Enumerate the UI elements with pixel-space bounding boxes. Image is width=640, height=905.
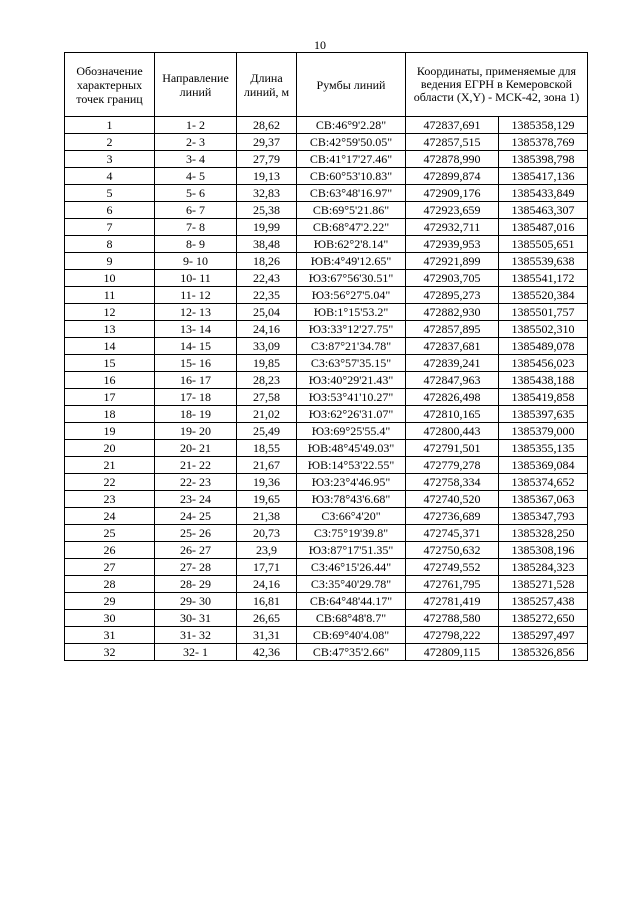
cell-x: 472740,520	[406, 491, 499, 508]
table-row	[65, 321, 588, 338]
boundary-points-table	[64, 52, 588, 661]
cell-point: 31	[65, 627, 155, 644]
cell-x: 472788,580	[406, 610, 499, 627]
cell-x: 472909,176	[406, 185, 499, 202]
table-row	[65, 236, 588, 253]
cell-point: 14	[65, 338, 155, 355]
cell-x: 472749,552	[406, 559, 499, 576]
table-row	[65, 287, 588, 304]
cell-x: 472939,953	[406, 236, 499, 253]
cell-bearing: СВ:64°48'44.17"	[297, 593, 406, 610]
table-row	[65, 219, 588, 236]
cell-bearing: ЮЗ:23°4'46.95"	[297, 474, 406, 491]
cell-x: 472857,895	[406, 321, 499, 338]
cell-point: 24	[65, 508, 155, 525]
cell-y: 1385539,638	[499, 253, 588, 270]
cell-y: 1385257,438	[499, 593, 588, 610]
cell-direction: 24- 25	[155, 508, 237, 525]
cell-bearing: СВ:46°9'2.28"	[297, 117, 406, 134]
cell-x: 472745,371	[406, 525, 499, 542]
cell-point: 6	[65, 202, 155, 219]
cell-point: 16	[65, 372, 155, 389]
cell-y: 1385487,016	[499, 219, 588, 236]
cell-point: 22	[65, 474, 155, 491]
cell-direction: 12- 13	[155, 304, 237, 321]
table-row	[65, 253, 588, 270]
cell-point: 25	[65, 525, 155, 542]
cell-direction: 29- 30	[155, 593, 237, 610]
cell-point: 20	[65, 440, 155, 457]
cell-bearing: СВ:68°48'8.7"	[297, 610, 406, 627]
cell-x: 472779,278	[406, 457, 499, 474]
cell-length: 22,43	[237, 270, 297, 287]
cell-x: 472758,334	[406, 474, 499, 491]
cell-y: 1385463,307	[499, 202, 588, 219]
cell-point: 9	[65, 253, 155, 270]
cell-direction: 9- 10	[155, 253, 237, 270]
cell-x: 472800,443	[406, 423, 499, 440]
cell-y: 1385355,135	[499, 440, 588, 457]
table-row	[65, 644, 588, 661]
cell-y: 1385326,856	[499, 644, 588, 661]
table-row	[65, 576, 588, 593]
table-row	[65, 525, 588, 542]
cell-x: 472899,874	[406, 168, 499, 185]
table-row	[65, 542, 588, 559]
cell-length: 18,55	[237, 440, 297, 457]
cell-point: 10	[65, 270, 155, 287]
cell-bearing: СВ:69°5'21.86"	[297, 202, 406, 219]
cell-x: 472798,222	[406, 627, 499, 644]
cell-length: 27,58	[237, 389, 297, 406]
cell-direction: 3- 4	[155, 151, 237, 168]
table-row	[65, 270, 588, 287]
cell-bearing: ЮЗ:53°41'10.27"	[297, 389, 406, 406]
cell-point: 7	[65, 219, 155, 236]
cell-bearing: ЮЗ:33°12'27.75"	[297, 321, 406, 338]
cell-x: 472791,501	[406, 440, 499, 457]
cell-direction: 23- 24	[155, 491, 237, 508]
cell-point: 3	[65, 151, 155, 168]
cell-bearing: СВ:60°53'10.83"	[297, 168, 406, 185]
cell-bearing: СВ:68°47'2.22"	[297, 219, 406, 236]
cell-length: 28,62	[237, 117, 297, 134]
cell-length: 19,36	[237, 474, 297, 491]
cell-bearing: СЗ:75°19'39.8"	[297, 525, 406, 542]
cell-x: 472882,930	[406, 304, 499, 321]
table-row	[65, 559, 588, 576]
table-row	[65, 440, 588, 457]
table-row	[65, 202, 588, 219]
cell-direction: 2- 3	[155, 134, 237, 151]
header-bearing: Румбы линий	[297, 53, 406, 117]
cell-direction: 19- 20	[155, 423, 237, 440]
cell-direction: 21- 22	[155, 457, 237, 474]
cell-bearing: СЗ:46°15'26.44"	[297, 559, 406, 576]
cell-bearing: ЮВ:62°2'8.14"	[297, 236, 406, 253]
cell-y: 1385369,084	[499, 457, 588, 474]
cell-length: 38,48	[237, 236, 297, 253]
cell-length: 25,04	[237, 304, 297, 321]
cell-direction: 27- 28	[155, 559, 237, 576]
cell-length: 24,16	[237, 321, 297, 338]
cell-point: 28	[65, 576, 155, 593]
cell-bearing: СВ:47°35'2.66"	[297, 644, 406, 661]
cell-point: 1	[65, 117, 155, 134]
cell-bearing: СЗ:66°4'20"	[297, 508, 406, 525]
cell-x: 472923,659	[406, 202, 499, 219]
cell-x: 472761,795	[406, 576, 499, 593]
cell-direction: 18- 19	[155, 406, 237, 423]
cell-bearing: ЮВ:4°49'12.65"	[297, 253, 406, 270]
cell-length: 32,83	[237, 185, 297, 202]
cell-direction: 8- 9	[155, 236, 237, 253]
cell-direction: 10- 11	[155, 270, 237, 287]
table-row	[65, 355, 588, 372]
cell-y: 1385358,129	[499, 117, 588, 134]
cell-bearing: ЮЗ:67°56'30.51"	[297, 270, 406, 287]
cell-bearing: СЗ:63°57'35.15"	[297, 355, 406, 372]
cell-point: 12	[65, 304, 155, 321]
header-direction: Направление линий	[155, 53, 237, 117]
cell-y: 1385505,651	[499, 236, 588, 253]
cell-y: 1385378,769	[499, 134, 588, 151]
cell-point: 27	[65, 559, 155, 576]
cell-x: 472895,273	[406, 287, 499, 304]
cell-bearing: ЮЗ:78°43'6.68"	[297, 491, 406, 508]
cell-x: 472810,165	[406, 406, 499, 423]
cell-point: 2	[65, 134, 155, 151]
cell-point: 15	[65, 355, 155, 372]
cell-y: 1385272,650	[499, 610, 588, 627]
cell-length: 19,13	[237, 168, 297, 185]
cell-bearing: ЮВ:14°53'22.55"	[297, 457, 406, 474]
cell-y: 1385541,172	[499, 270, 588, 287]
cell-length: 19,99	[237, 219, 297, 236]
cell-x: 472921,899	[406, 253, 499, 270]
cell-direction: 13- 14	[155, 321, 237, 338]
cell-direction: 17- 18	[155, 389, 237, 406]
cell-y: 1385284,323	[499, 559, 588, 576]
table-row	[65, 117, 588, 134]
cell-point: 17	[65, 389, 155, 406]
header-coordinates: Координаты, применяемые для ведения ЕГРН в Кемеровской области (X,Y) - МСК-42, зона 1)	[406, 53, 588, 117]
cell-direction: 30- 31	[155, 610, 237, 627]
cell-y: 1385398,798	[499, 151, 588, 168]
table-body	[65, 117, 588, 661]
cell-y: 1385520,384	[499, 287, 588, 304]
table-row	[65, 593, 588, 610]
cell-length: 23,9	[237, 542, 297, 559]
cell-length: 29,37	[237, 134, 297, 151]
cell-point: 19	[65, 423, 155, 440]
cell-point: 26	[65, 542, 155, 559]
table-row	[65, 168, 588, 185]
table-row	[65, 389, 588, 406]
cell-y: 1385433,849	[499, 185, 588, 202]
table-row	[65, 151, 588, 168]
cell-y: 1385397,635	[499, 406, 588, 423]
table-row	[65, 372, 588, 389]
cell-x: 472826,498	[406, 389, 499, 406]
table-row	[65, 474, 588, 491]
table-row	[65, 508, 588, 525]
cell-bearing: СЗ:35°40'29.78"	[297, 576, 406, 593]
cell-y: 1385328,250	[499, 525, 588, 542]
cell-length: 21,38	[237, 508, 297, 525]
cell-y: 1385438,188	[499, 372, 588, 389]
cell-length: 19,65	[237, 491, 297, 508]
cell-y: 1385379,000	[499, 423, 588, 440]
cell-y: 1385308,196	[499, 542, 588, 559]
table-row	[65, 610, 588, 627]
cell-length: 21,67	[237, 457, 297, 474]
cell-direction: 22- 23	[155, 474, 237, 491]
cell-direction: 25- 26	[155, 525, 237, 542]
page-number: 10	[314, 38, 326, 52]
cell-length: 21,02	[237, 406, 297, 423]
header-point: Обозначение характерных точек границ	[65, 53, 155, 117]
cell-bearing: ЮЗ:87°17'51.35"	[297, 542, 406, 559]
cell-length: 20,73	[237, 525, 297, 542]
cell-y: 1385456,023	[499, 355, 588, 372]
table-row	[65, 406, 588, 423]
table-row	[65, 457, 588, 474]
cell-y: 1385374,652	[499, 474, 588, 491]
cell-x: 472857,515	[406, 134, 499, 151]
cell-bearing: СВ:42°59'50.05"	[297, 134, 406, 151]
cell-point: 5	[65, 185, 155, 202]
cell-point: 21	[65, 457, 155, 474]
cell-x: 472837,681	[406, 338, 499, 355]
cell-y: 1385297,497	[499, 627, 588, 644]
cell-x: 472847,963	[406, 372, 499, 389]
table-row	[65, 491, 588, 508]
cell-length: 22,35	[237, 287, 297, 304]
cell-direction: 26- 27	[155, 542, 237, 559]
cell-x: 472736,689	[406, 508, 499, 525]
cell-direction: 15- 16	[155, 355, 237, 372]
cell-length: 25,38	[237, 202, 297, 219]
cell-x: 472903,705	[406, 270, 499, 287]
header-length: Длина линий, м	[237, 53, 297, 117]
cell-direction: 16- 17	[155, 372, 237, 389]
table-row	[65, 185, 588, 202]
cell-direction: 7- 8	[155, 219, 237, 236]
cell-length: 28,23	[237, 372, 297, 389]
cell-length: 17,71	[237, 559, 297, 576]
cell-bearing: ЮЗ:40°29'21.43"	[297, 372, 406, 389]
table-row	[65, 627, 588, 644]
table-row	[65, 134, 588, 151]
cell-y: 1385271,528	[499, 576, 588, 593]
cell-direction: 1- 2	[155, 117, 237, 134]
cell-direction: 5- 6	[155, 185, 237, 202]
cell-point: 18	[65, 406, 155, 423]
cell-point: 11	[65, 287, 155, 304]
cell-x: 472837,691	[406, 117, 499, 134]
cell-direction: 4- 5	[155, 168, 237, 185]
cell-point: 13	[65, 321, 155, 338]
cell-direction: 32- 1	[155, 644, 237, 661]
cell-point: 30	[65, 610, 155, 627]
cell-length: 18,26	[237, 253, 297, 270]
cell-y: 1385419,858	[499, 389, 588, 406]
cell-length: 25,49	[237, 423, 297, 440]
cell-x: 472839,241	[406, 355, 499, 372]
cell-bearing: ЮЗ:56°27'5.04"	[297, 287, 406, 304]
cell-y: 1385489,078	[499, 338, 588, 355]
table-row	[65, 338, 588, 355]
cell-bearing: СВ:63°48'16.97"	[297, 185, 406, 202]
cell-point: 8	[65, 236, 155, 253]
cell-bearing: СВ:69°40'4.08"	[297, 627, 406, 644]
cell-direction: 31- 32	[155, 627, 237, 644]
cell-y: 1385502,310	[499, 321, 588, 338]
cell-direction: 14- 15	[155, 338, 237, 355]
cell-direction: 11- 12	[155, 287, 237, 304]
cell-x: 472809,115	[406, 644, 499, 661]
cell-length: 27,79	[237, 151, 297, 168]
cell-length: 42,36	[237, 644, 297, 661]
cell-x: 472750,632	[406, 542, 499, 559]
cell-length: 31,31	[237, 627, 297, 644]
cell-point: 29	[65, 593, 155, 610]
cell-length: 24,16	[237, 576, 297, 593]
table-header-row	[65, 53, 588, 117]
cell-length: 16,81	[237, 593, 297, 610]
cell-y: 1385367,063	[499, 491, 588, 508]
cell-point: 32	[65, 644, 155, 661]
cell-bearing: ЮВ:48°45'49.03"	[297, 440, 406, 457]
cell-direction: 6- 7	[155, 202, 237, 219]
cell-x: 472932,711	[406, 219, 499, 236]
cell-length: 33,09	[237, 338, 297, 355]
cell-bearing: ЮВ:1°15'53.2"	[297, 304, 406, 321]
cell-bearing: СЗ:87°21'34.78"	[297, 338, 406, 355]
cell-x: 472781,419	[406, 593, 499, 610]
cell-y: 1385347,793	[499, 508, 588, 525]
cell-length: 19,85	[237, 355, 297, 372]
cell-bearing: СВ:41°17'27.46"	[297, 151, 406, 168]
cell-direction: 28- 29	[155, 576, 237, 593]
cell-y: 1385501,757	[499, 304, 588, 321]
cell-length: 26,65	[237, 610, 297, 627]
cell-y: 1385417,136	[499, 168, 588, 185]
cell-bearing: ЮЗ:62°26'31.07"	[297, 406, 406, 423]
cell-point: 4	[65, 168, 155, 185]
cell-bearing: ЮЗ:69°25'55.4"	[297, 423, 406, 440]
cell-direction: 20- 21	[155, 440, 237, 457]
table-row	[65, 304, 588, 321]
table-row	[65, 423, 588, 440]
cell-point: 23	[65, 491, 155, 508]
cell-x: 472878,990	[406, 151, 499, 168]
